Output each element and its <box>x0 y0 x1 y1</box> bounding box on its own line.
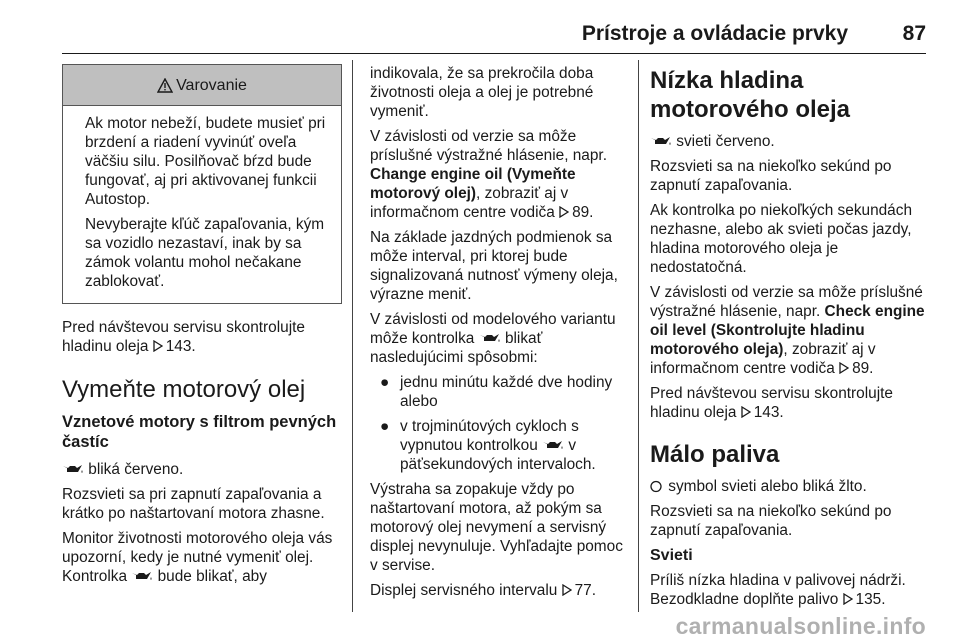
paragraph: Ak kontrolka po niekoľkých sekundách nezhasne, alebo ak svieti počas jazdy, hladina motorového oleja je nedostatočná. <box>650 202 913 276</box>
oil-can-icon <box>542 439 564 451</box>
warning-box <box>62 64 342 304</box>
column-divider <box>638 60 639 612</box>
oil-can-icon <box>131 570 153 582</box>
text: , zobraziť aj v informačnom centre vodiča <box>650 341 876 377</box>
oil-can-icon <box>650 135 672 147</box>
text: V závislosti od verzie sa môže príslušné výstražné hlásenie, napr. <box>650 284 923 320</box>
bullet-icon: ● <box>380 374 390 391</box>
paragraph <box>650 571 930 609</box>
page-number: 87 <box>902 22 926 45</box>
paragraph <box>650 283 930 378</box>
paragraph: Na základe jazdných podmienok sa môže interval, pri ktorej bude signalizovaná nutnosť výmeny oleja, výrazne meniť. <box>370 229 618 303</box>
bullet-icon: ● <box>380 418 390 435</box>
text: v päťsekundových intervaloch. <box>400 437 596 473</box>
paragraph <box>650 477 930 496</box>
paragraph <box>650 384 930 422</box>
paragraph <box>62 529 342 586</box>
message-text: Check engine oil level (Skontrolujte hladinu motorového oleja) <box>650 303 925 358</box>
header-rule <box>62 53 926 54</box>
page-reference-icon <box>153 340 163 352</box>
page-reference: 143. <box>165 338 196 355</box>
warning-title: Varovanie <box>176 76 247 94</box>
text: Pred návštevou servisu skontrolujte hladinu oleja <box>62 319 305 355</box>
section-heading: Málo paliva <box>650 441 780 468</box>
text: symbol svieti alebo bliká žlto. <box>668 478 867 495</box>
column-left <box>62 64 342 592</box>
warning-header <box>63 65 341 106</box>
paragraph: Rozsvieti sa pri zapnutí zapaľovania a krátko po naštartovaní motora zhasne. <box>62 486 325 522</box>
list-item <box>370 417 632 474</box>
column-right <box>650 66 930 615</box>
paragraph: Výstraha sa zopakuje vždy po naštartovaní motora, až pokým sa motorový olej nevymení a servisný displej nevynuluje. Vyhľadajte pomoc v servise. <box>370 481 623 574</box>
paragraph: indikovala, že sa prekročila doba životnosti oleja a olej je potrebné vymeniť. <box>370 65 594 120</box>
page-reference: 89. <box>852 360 874 377</box>
oil-can-icon <box>62 463 84 475</box>
page-reference-icon <box>562 584 572 596</box>
warning-body <box>63 106 341 303</box>
watermark: carmanualsonline.info <box>675 613 926 639</box>
section-heading: Nízka hladina motorového oleja <box>650 67 851 123</box>
page-reference-icon <box>741 406 751 418</box>
page-reference: 143. <box>753 404 784 421</box>
text: v trojminútových cykloch s vypnutou kontrolkou <box>400 418 579 454</box>
paragraph <box>650 132 930 151</box>
message-text: Change engine oil (Vymeňte motorový olej) <box>370 166 576 202</box>
list-item <box>370 373 632 411</box>
oil-can-icon <box>479 332 501 344</box>
subsection-heading: Svieti <box>650 547 693 564</box>
text: , zobraziť aj v informačnom centre vodiča <box>370 185 569 221</box>
text: Displej servisného intervalu <box>370 582 558 599</box>
text: V závislosti od modelového variantu môže kontrolka <box>370 311 616 347</box>
column-middle <box>370 64 632 606</box>
paragraph <box>62 460 342 479</box>
page-section-title: Prístroje a ovládacie prvky <box>581 22 848 45</box>
text: Príliš nízka hladina v palivovej nádrži. Bezodkladne doplňte palivo <box>650 572 906 608</box>
column-divider <box>352 60 353 612</box>
text: blikať nasledujúcimi spôsobmi: <box>370 330 543 366</box>
page-reference: 89. <box>572 204 594 221</box>
paragraph: Rozsvieti sa na niekoľko sekúnd po zapnutí zapaľovania. <box>650 503 892 539</box>
page-reference-icon <box>559 206 569 218</box>
subsection-heading: Vznetové motory s filtrom pevných častíc <box>62 413 337 451</box>
fuel-indicator-icon <box>650 480 662 493</box>
page-reference: 135. <box>855 591 886 608</box>
paragraph <box>62 318 342 356</box>
paragraph <box>370 310 632 367</box>
warning-paragraph: Nevyberajte kľúč zapaľovania, kým sa vozidlo nezastaví, inak by sa zámok volantu mohol nečakane zablokovať. <box>85 216 325 290</box>
section-heading: Vymeňte motorový olej <box>62 376 306 403</box>
warning-paragraph: Ak motor nebeží, budete musieť pri brzdení a riadení vyvinúť oveľa väčšiu silu. Posilňovač bŕzd bude fungovať, aj pri aktivovanej funkcii Autostop. <box>85 115 326 208</box>
text: jednu minútu každé dve hodiny alebo <box>400 374 613 410</box>
warning-triangle-icon <box>157 78 173 93</box>
text: bliká červeno. <box>88 461 184 478</box>
text: V závislosti od verzie sa môže príslušné výstražné hlásenie, napr. <box>370 128 607 164</box>
page-header <box>0 0 960 56</box>
text: Monitor životnosti motorového oleja vás upozorní, kedy je nutné vymeniť olej. Kontrolka <box>62 530 333 585</box>
page-reference-icon <box>843 593 853 605</box>
page-reference-icon <box>839 362 849 374</box>
paragraph: Rozsvieti sa na niekoľko sekúnd po zapnutí zapaľovania. <box>650 158 892 194</box>
paragraph <box>370 581 632 600</box>
text: svieti červeno. <box>676 133 775 150</box>
bullet-list <box>370 373 632 474</box>
text: Pred návštevou servisu skontrolujte hladinu oleja <box>650 385 893 421</box>
page-reference: 77. <box>574 582 597 599</box>
text: bude blikať, aby <box>157 568 267 585</box>
paragraph <box>370 127 632 222</box>
